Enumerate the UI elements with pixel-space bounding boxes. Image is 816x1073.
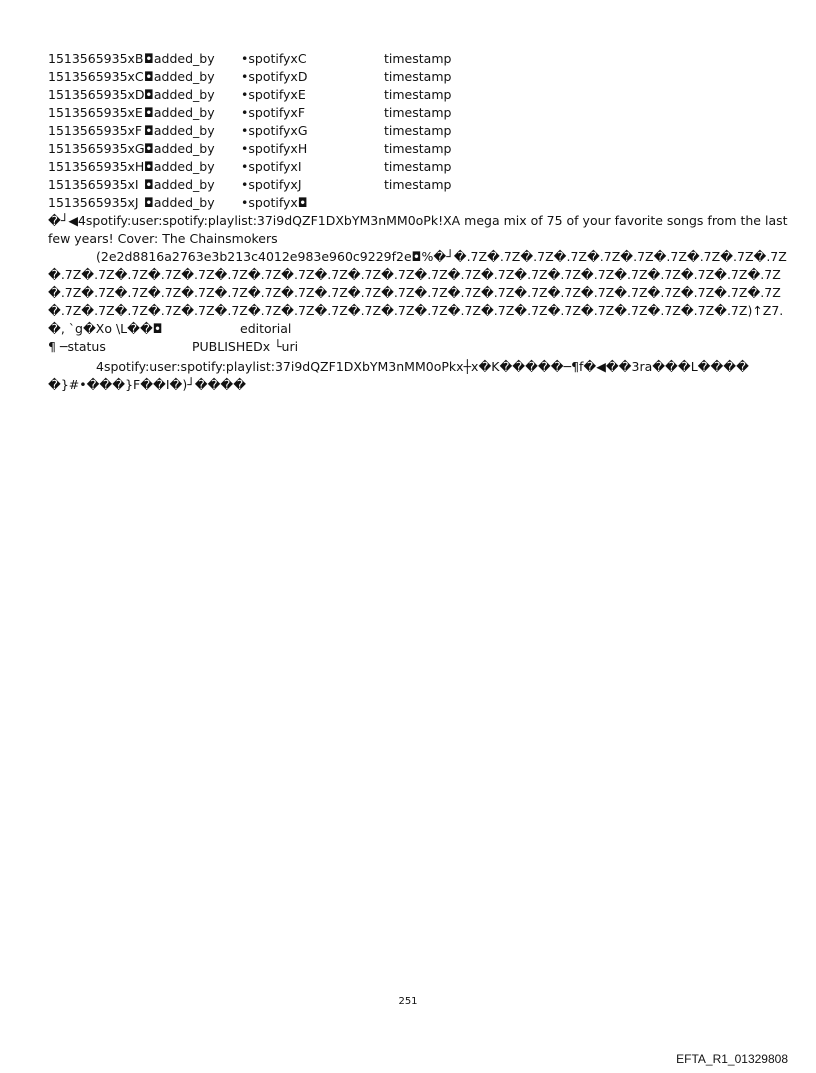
garbled-line-1: �.7Z�.7Z�.7Z�.7Z�.7Z�.7Z�.7Z�.7Z�.7Z�.7Z�.7Z�.7Z�.7Z�.7Z�.7Z�.7Z�.7Z�.7Z�.7Z�.7Z�.7Z�.7Z	[48, 267, 781, 282]
row-user: •spotifyxI	[241, 159, 302, 174]
row-user: •spotifyxH	[241, 141, 308, 156]
row-timestamp-id: 1513565935xB	[48, 51, 144, 66]
row-type: timestamp	[384, 87, 452, 102]
row-timestamp-id: 1513565935xE	[48, 105, 143, 120]
row-timestamp-id: 1513565935xF	[48, 123, 143, 138]
row-timestamp-id: 1513565935xJ	[48, 195, 139, 210]
document-id: EFTA_R1_01329808	[676, 1052, 788, 1066]
row-timestamp-id: 1513565935xH	[48, 159, 145, 174]
row-key: ◘added_by	[144, 141, 215, 156]
row-key: ◘added_by	[144, 195, 215, 210]
status-key: ¶ ─status	[48, 339, 106, 354]
row-type: timestamp	[384, 159, 452, 174]
row-user: •spotifyxG	[241, 123, 308, 138]
row-type: timestamp	[384, 69, 452, 84]
row-user: •spotifyx◘	[241, 195, 308, 210]
row-key: ◘added_by	[144, 159, 215, 174]
row-type: timestamp	[384, 123, 452, 138]
row-user: •spotifyxE	[241, 87, 306, 102]
hash-line: (2e2d8816a2763e3b213c4012e983e960c9229f2e◘%�┘�.7Z�.7Z�.7Z�.7Z�.7Z�.7Z�.7Z�.7Z�.7Z�.7Z	[96, 249, 787, 264]
row-type: timestamp	[384, 105, 452, 120]
editorial-line-prefix: �, `g�Xo \L��◘	[48, 321, 163, 336]
row-key: ◘added_by	[144, 105, 215, 120]
row-key: ◘added_by	[144, 123, 215, 138]
page-number: 251	[398, 996, 418, 1007]
row-timestamp-id: 1513565935xD	[48, 87, 145, 102]
playlist-description-line-2: few years! Cover: The Chainsmokers	[48, 231, 278, 246]
status-value: PUBLISHEDx	[192, 339, 271, 354]
row-timestamp-id: 1513565935xC	[48, 69, 144, 84]
row-user: •spotifyxF	[241, 105, 306, 120]
playlist-description-line-1: �┘◀4spotify:user:spotify:playlist:37i9dQZF1DXbYM3nMM0oPk!XA mega mix of 75 of your favorite songs from the last	[48, 213, 788, 228]
row-key: ◘added_by	[144, 51, 215, 66]
tail-garbled-line: �}#•���}F��I�)┘����	[48, 377, 247, 392]
row-user: •spotifyxD	[241, 69, 308, 84]
row-timestamp-id: 1513565935xG	[48, 141, 145, 156]
row-type: timestamp	[384, 51, 452, 66]
row-key: ◘added_by	[144, 177, 215, 192]
row-type: timestamp	[384, 141, 452, 156]
row-timestamp-id: 1513565935xI	[48, 177, 139, 192]
uri-key: └uri	[274, 339, 299, 354]
row-user: •spotifyxJ	[241, 177, 302, 192]
row-key: ◘added_by	[144, 69, 215, 84]
editorial-label: editorial	[240, 321, 292, 336]
garbled-line-3: �.7Z�.7Z�.7Z�.7Z�.7Z�.7Z�.7Z�.7Z�.7Z�.7Z�.7Z�.7Z�.7Z�.7Z�.7Z�.7Z�.7Z�.7Z�.7Z�.7Z�.7Z)↑Z7.	[48, 303, 784, 318]
row-user: •spotifyxC	[241, 51, 307, 66]
row-key: ◘added_by	[144, 87, 215, 102]
row-type: timestamp	[384, 177, 452, 192]
uri-line: 4spotify:user:spotify:playlist:37i9dQZF1DXbYM3nMM0oPkx┼x�K�����─¶f�◀��3ra���L����	[96, 359, 749, 374]
garbled-line-2: �.7Z�.7Z�.7Z�.7Z�.7Z�.7Z�.7Z�.7Z�.7Z�.7Z�.7Z�.7Z�.7Z�.7Z�.7Z�.7Z�.7Z�.7Z�.7Z�.7Z�.7Z�.7Z	[48, 285, 781, 300]
